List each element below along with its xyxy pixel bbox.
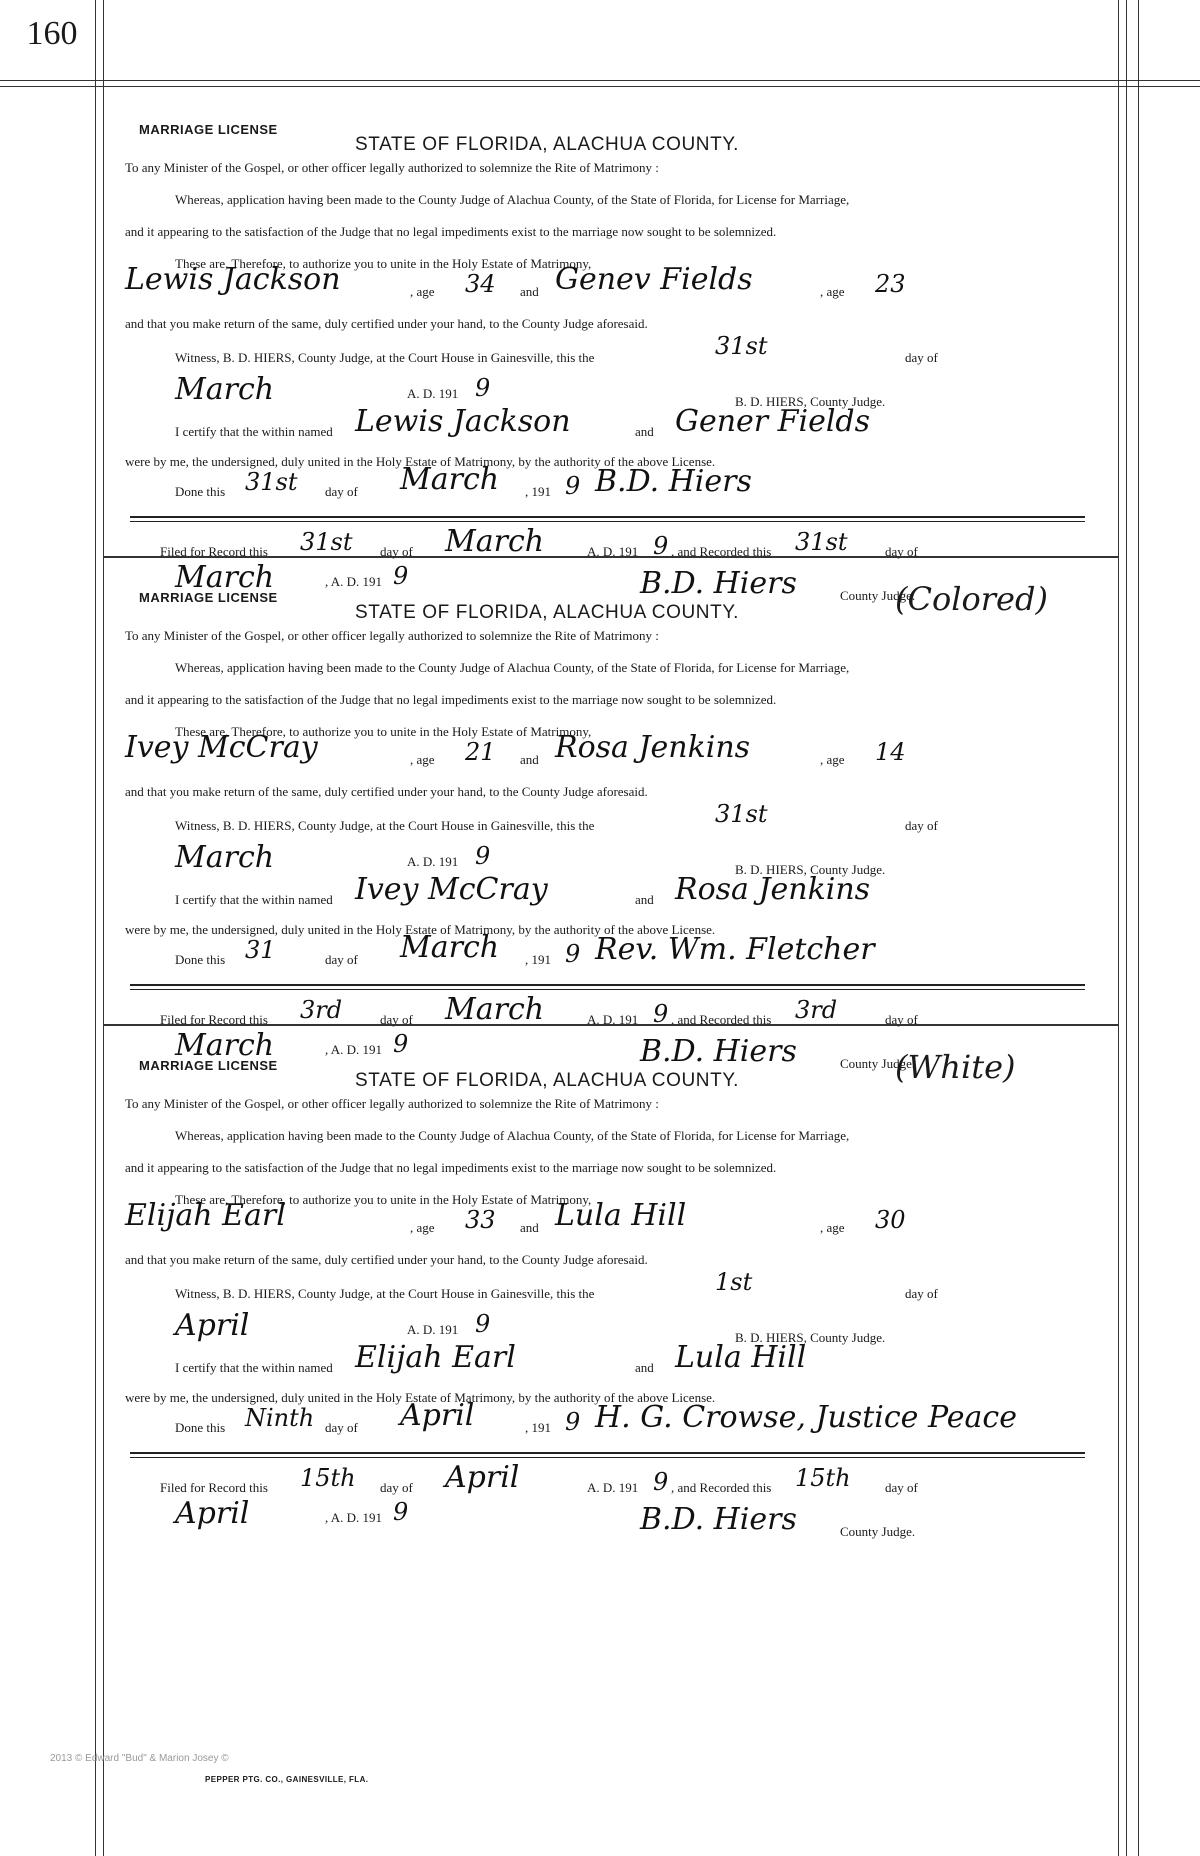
year-label: , 191 xyxy=(525,484,551,499)
county-judge-label: County Judge. xyxy=(840,588,916,603)
marriage-license-record xyxy=(115,1028,1100,1588)
margin-rule xyxy=(103,0,104,1856)
county-judge-label: County Judge. xyxy=(840,1056,916,1071)
witness-clause: Witness, B. D. HIERS, County Judge, at the Court House in Gainesville, this the xyxy=(175,1286,595,1301)
year-label: , 191 xyxy=(525,1420,551,1435)
bride-name: Rosa Jenkins xyxy=(555,730,751,765)
page-number: 160 xyxy=(26,15,78,52)
filed-year: 9 xyxy=(653,1468,669,1496)
ad-label: , A. D. 191 xyxy=(325,1042,383,1057)
groom-name: Lewis Jackson xyxy=(125,262,341,297)
age-label: , age xyxy=(820,284,845,299)
united-clause: were by me, the undersigned, duly united in the Holy Estate of Matrimony, by the authority of the above License. xyxy=(125,454,716,469)
witness-month: March xyxy=(175,840,275,875)
return-clause: and that you make return of the same, duly certified under your hand, to the County Judge aforesaid. xyxy=(125,1252,648,1267)
margin-rule xyxy=(1126,0,1127,1856)
groom-name: Elijah Earl xyxy=(125,1198,286,1233)
bride-name: Lula Hill xyxy=(555,1198,687,1233)
day-of-label: day of xyxy=(885,1012,918,1027)
done-month: March xyxy=(400,930,500,965)
license-label: MARRIAGE LICENSE xyxy=(139,590,278,605)
witness-clause: Witness, B. D. HIERS, County Judge, at the Court House in Gainesville, this the xyxy=(175,350,595,365)
certify-clause: I certify that the within named xyxy=(175,892,333,907)
done-day: 31st xyxy=(245,468,298,496)
appearing-clause: and it appearing to the satisfaction of the Judge that no legal impediments exist to the marriage now sought to be solemnized. xyxy=(125,692,777,707)
copyright-credit: 2013 © Edward "Bud" & Marion Josey © xyxy=(50,1753,229,1764)
margin-rule xyxy=(95,0,96,1856)
certified-bride: Rosa Jenkins xyxy=(675,872,871,907)
bride-name: Genev Fields xyxy=(555,262,753,297)
done-month: April xyxy=(400,1398,475,1433)
to-any-minister: To any Minister of the Gospel, or other officer legally authorized to solemnize the Rite of Matrimony : xyxy=(125,1096,659,1111)
done-this-label: Done this xyxy=(175,1420,226,1435)
recorded-month: March xyxy=(175,560,275,595)
year-label: , 191 xyxy=(525,952,551,967)
whereas-clause: Whereas, application having been made to the County Judge of Alachua County, of the State of Florida, for License for Marriage, xyxy=(175,192,850,207)
groom-age: 33 xyxy=(465,1206,496,1234)
return-clause: and that you make return of the same, duly certified under your hand, to the County Judge aforesaid. xyxy=(125,316,648,331)
age-label: , age xyxy=(820,1220,845,1235)
ad-label: , A. D. 191 xyxy=(325,1510,383,1525)
day-of-label: day of xyxy=(325,952,358,967)
done-year: 9 xyxy=(565,472,581,500)
day-of-label: day of xyxy=(905,1286,938,1301)
printer-imprint: PEPPER PTG. CO., GAINESVILLE, FLA. xyxy=(205,1775,369,1784)
state-title: STATE OF FLORIDA, ALACHUA COUNTY. xyxy=(355,602,740,623)
certified-bride: Lula Hill xyxy=(675,1340,807,1375)
certified-groom: Lewis Jackson xyxy=(355,404,571,439)
filed-day: 3rd xyxy=(300,996,343,1024)
authorize-clause: These are, Therefore, to authorize you to unite in the Holy Estate of Matrimony, xyxy=(175,1192,592,1207)
and-label: and xyxy=(520,752,539,767)
done-day: Ninth xyxy=(245,1404,315,1432)
done-month: March xyxy=(400,462,500,497)
filed-label: Filed for Record this xyxy=(160,1480,268,1495)
united-clause: were by me, the undersigned, duly united in the Holy Estate of Matrimony, by the authority of the above License. xyxy=(125,922,716,937)
filed-month: March xyxy=(445,524,545,559)
certified-groom: Elijah Earl xyxy=(355,1340,516,1375)
return-clause: and that you make return of the same, duly certified under your hand, to the County Judge aforesaid. xyxy=(125,784,648,799)
ad-label: A. D. 191 xyxy=(587,544,639,559)
record-divider xyxy=(130,516,1085,522)
groom-name: Ivey McCray xyxy=(125,730,318,765)
done-this-label: Done this xyxy=(175,484,226,499)
recorded-label: , and Recorded this xyxy=(671,1480,772,1495)
and-label: and xyxy=(635,1360,654,1375)
whereas-clause: Whereas, application having been made to the County Judge of Alachua County, of the State of Florida, for License for Marriage, xyxy=(175,1128,850,1143)
record-separator xyxy=(104,1024,1118,1026)
record-separator xyxy=(104,556,1118,558)
certified-groom: Ivey McCray xyxy=(355,872,548,907)
day-of-label: day of xyxy=(905,350,938,365)
recorded-month: April xyxy=(175,1496,250,1531)
recorded-month: March xyxy=(175,1028,275,1063)
united-clause: were by me, the undersigned, duly united in the Holy Estate of Matrimony, by the authority of the above License. xyxy=(125,1390,716,1405)
age-label: , age xyxy=(410,1220,435,1235)
filed-month: April xyxy=(445,1460,520,1495)
age-label: , age xyxy=(820,752,845,767)
to-any-minister: To any Minister of the Gospel, or other officer legally authorized to solemnize the Rite of Matrimony : xyxy=(125,628,659,643)
margin-rule xyxy=(1118,0,1119,1856)
recorded-year: 9 xyxy=(393,562,409,590)
witness-day: 31st xyxy=(715,332,768,360)
witness-year: 9 xyxy=(475,374,491,402)
done-year: 9 xyxy=(565,940,581,968)
appearing-clause: and it appearing to the satisfaction of the Judge that no legal impediments exist to the marriage now sought to be solemnized. xyxy=(125,224,777,239)
and-label: and xyxy=(520,284,539,299)
day-of-label: day of xyxy=(325,1420,358,1435)
recorded-year: 9 xyxy=(393,1498,409,1526)
state-title: STATE OF FLORIDA, ALACHUA COUNTY. xyxy=(355,134,740,155)
certify-clause: I certify that the within named xyxy=(175,424,333,439)
officiant-signature: H. G. Crowse, Justice Peace xyxy=(595,1400,1017,1435)
day-of-label: day of xyxy=(380,1012,413,1027)
day-of-label: day of xyxy=(885,1480,918,1495)
witness-clause: Witness, B. D. HIERS, County Judge, at the Court House in Gainesville, this the xyxy=(175,818,595,833)
filed-day: 15th xyxy=(300,1464,356,1492)
done-this-label: Done this xyxy=(175,952,226,967)
judge-signature: B.D. Hiers xyxy=(640,1034,797,1069)
witness-year: 9 xyxy=(475,1310,491,1338)
record-divider xyxy=(130,1452,1085,1458)
filed-year: 9 xyxy=(653,532,669,560)
and-label: and xyxy=(520,1220,539,1235)
recorded-day: 3rd xyxy=(795,996,838,1024)
recorded-day: 15th xyxy=(795,1464,851,1492)
ad-label: A. D. 191 xyxy=(407,386,459,401)
age-label: , age xyxy=(410,752,435,767)
and-label: and xyxy=(635,892,654,907)
groom-age: 34 xyxy=(465,270,496,298)
and-label: and xyxy=(635,424,654,439)
witness-month: March xyxy=(175,372,275,407)
filed-day: 31st xyxy=(300,528,353,556)
to-any-minister: To any Minister of the Gospel, or other officer legally authorized to solemnize the Rite of Matrimony : xyxy=(125,160,659,175)
done-year: 9 xyxy=(565,1408,581,1436)
bride-age: 23 xyxy=(875,270,906,298)
certified-bride: Gener Fields xyxy=(675,404,871,439)
state-title: STATE OF FLORIDA, ALACHUA COUNTY. xyxy=(355,1070,740,1091)
ad-label: A. D. 191 xyxy=(407,1322,459,1337)
recorded-year: 9 xyxy=(393,1030,409,1058)
bride-age: 30 xyxy=(875,1206,906,1234)
day-of-label: day of xyxy=(380,1480,413,1495)
whereas-clause: Whereas, application having been made to the County Judge of Alachua County, of the State of Florida, for License for Marriage, xyxy=(175,660,850,675)
officiant-signature: B.D. Hiers xyxy=(595,464,752,499)
authorize-clause: These are, Therefore, to authorize you to unite in the Holy Estate of Matrimony, xyxy=(175,724,592,739)
witness-day: 31st xyxy=(715,800,768,828)
record-divider xyxy=(130,984,1085,990)
race-notation: (Colored) xyxy=(895,580,1048,618)
day-of-label: day of xyxy=(325,484,358,499)
recorded-day: 31st xyxy=(795,528,848,556)
header-rule xyxy=(0,80,1200,81)
filed-label: Filed for Record this xyxy=(160,1012,268,1027)
day-of-label: day of xyxy=(380,544,413,559)
county-judge-label: County Judge. xyxy=(840,1524,916,1539)
ad-label: A. D. 191 xyxy=(587,1012,639,1027)
groom-age: 21 xyxy=(465,738,496,766)
done-day: 31 xyxy=(245,936,276,964)
recorded-label: , and Recorded this xyxy=(671,1012,772,1027)
judge-title: B. D. HIERS, County Judge. xyxy=(735,862,886,877)
bride-age: 14 xyxy=(875,738,906,766)
race-notation: (White) xyxy=(895,1048,1016,1086)
ad-label: A. D. 191 xyxy=(587,1480,639,1495)
recorded-label: , and Recorded this xyxy=(671,544,772,559)
judge-title: B. D. HIERS, County Judge. xyxy=(735,394,886,409)
license-label: MARRIAGE LICENSE xyxy=(139,122,278,137)
header-rule xyxy=(0,86,1200,87)
ad-label: , A. D. 191 xyxy=(325,574,383,589)
judge-signature: B.D. Hiers xyxy=(640,566,797,601)
margin-rule xyxy=(1138,0,1139,1856)
appearing-clause: and it appearing to the satisfaction of the Judge that no legal impediments exist to the marriage now sought to be solemnized. xyxy=(125,1160,777,1175)
ad-label: A. D. 191 xyxy=(407,854,459,869)
officiant-signature: Rev. Wm. Fletcher xyxy=(595,932,875,967)
filed-year: 9 xyxy=(653,1000,669,1028)
judge-title: B. D. HIERS, County Judge. xyxy=(735,1330,886,1345)
judge-signature: B.D. Hiers xyxy=(640,1502,797,1537)
day-of-label: day of xyxy=(885,544,918,559)
age-label: , age xyxy=(410,284,435,299)
witness-day: 1st xyxy=(715,1268,753,1296)
filed-label: Filed for Record this xyxy=(160,544,268,559)
authorize-clause: These are, Therefore, to authorize you to unite in the Holy Estate of Matrimony, xyxy=(175,256,592,271)
filed-month: March xyxy=(445,992,545,1027)
certify-clause: I certify that the within named xyxy=(175,1360,333,1375)
witness-month: April xyxy=(175,1308,250,1343)
day-of-label: day of xyxy=(905,818,938,833)
witness-year: 9 xyxy=(475,842,491,870)
license-label: MARRIAGE LICENSE xyxy=(139,1058,278,1073)
